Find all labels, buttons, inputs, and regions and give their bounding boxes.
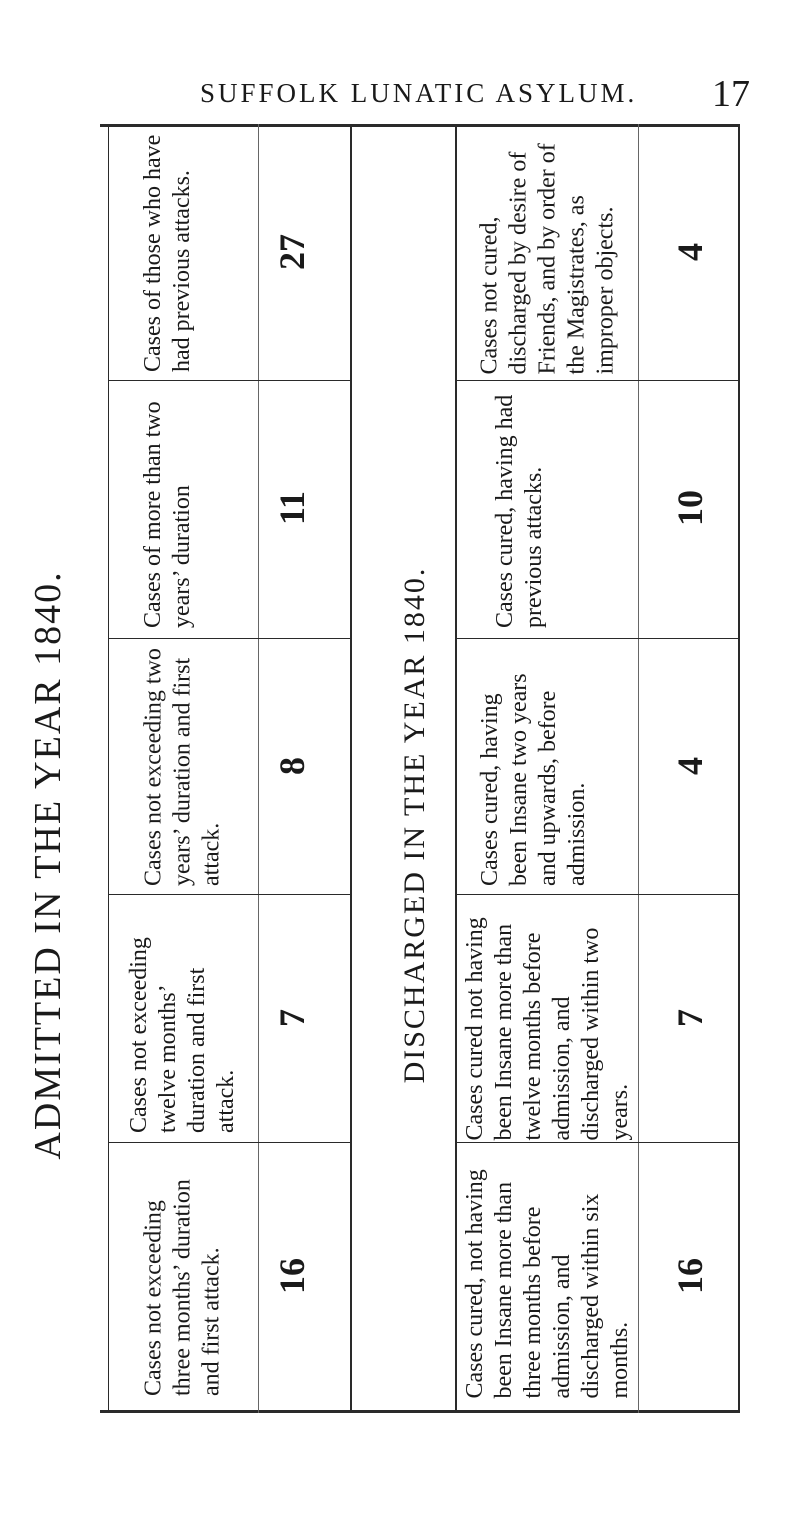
row-divider	[108, 380, 350, 381]
admitted-value: 16	[272, 1258, 312, 1294]
admitted-value: 8	[272, 757, 312, 775]
discharged-left-rule	[455, 124, 457, 1413]
page-header	[0, 73, 800, 118]
admitted-label: Cases of more than two years’ duration	[140, 401, 195, 628]
table-right-rule	[738, 124, 740, 1413]
discharged-label: Cases cured, having had previous attacks.	[492, 394, 547, 628]
admitted-left-rule	[108, 124, 109, 1413]
admitted-title: ADMITTED IN THE YEAR 1840.	[27, 570, 69, 1160]
admitted-label: Cases not exceeding two years’ duration and first attack.	[140, 648, 225, 886]
admitted-value-rule	[258, 124, 259, 1413]
page-number: 17	[712, 73, 750, 115]
admitted-value: 27	[272, 234, 312, 270]
admitted-value: 11	[272, 490, 312, 526]
row-divider	[108, 638, 350, 639]
table-top-rule	[100, 124, 740, 127]
discharged-value: 4	[670, 243, 710, 261]
discharged-value: 4	[670, 757, 710, 775]
discharged-label: Cases cured not having been Insane more than twelve months before admission, and discharged within two years.	[462, 917, 633, 1141]
row-divider	[457, 1142, 738, 1143]
discharged-value-rule	[638, 124, 639, 1413]
admitted-value: 7	[272, 1009, 312, 1027]
discharged-label: Cases cured, not having been Insane more than three months before admission, and discharged within six months.	[462, 1169, 633, 1399]
row-divider	[457, 638, 738, 639]
discharged-value: 7	[670, 1009, 710, 1027]
admitted-label: Cases of those who have had previous attacks.	[140, 134, 195, 372]
row-divider	[457, 380, 738, 381]
running-title: SUFFOLK LUNATIC ASYLUM.	[200, 78, 638, 108]
admitted-right-rule	[350, 124, 352, 1413]
discharged-value: 16	[670, 1258, 710, 1294]
row-divider	[108, 894, 350, 895]
discharged-value: 10	[670, 490, 710, 526]
table-bottom-rule	[100, 1410, 740, 1413]
admitted-label: Cases not exceeding twelve months’ duration and first attack.	[126, 937, 239, 1133]
discharged-label: Cases cured, having been Insane two years and upwards, before admission.	[477, 673, 590, 886]
admitted-label: Cases not exceeding three months’ duration and first attack.	[140, 1179, 225, 1396]
row-divider	[108, 1142, 350, 1143]
discharged-title: DISCHARGED IN THE YEAR 1840.	[398, 566, 431, 1084]
discharged-label: Cases not cured, discharged by desire of Friends, and by order of the Magistrates, as improper objects.	[476, 143, 619, 375]
